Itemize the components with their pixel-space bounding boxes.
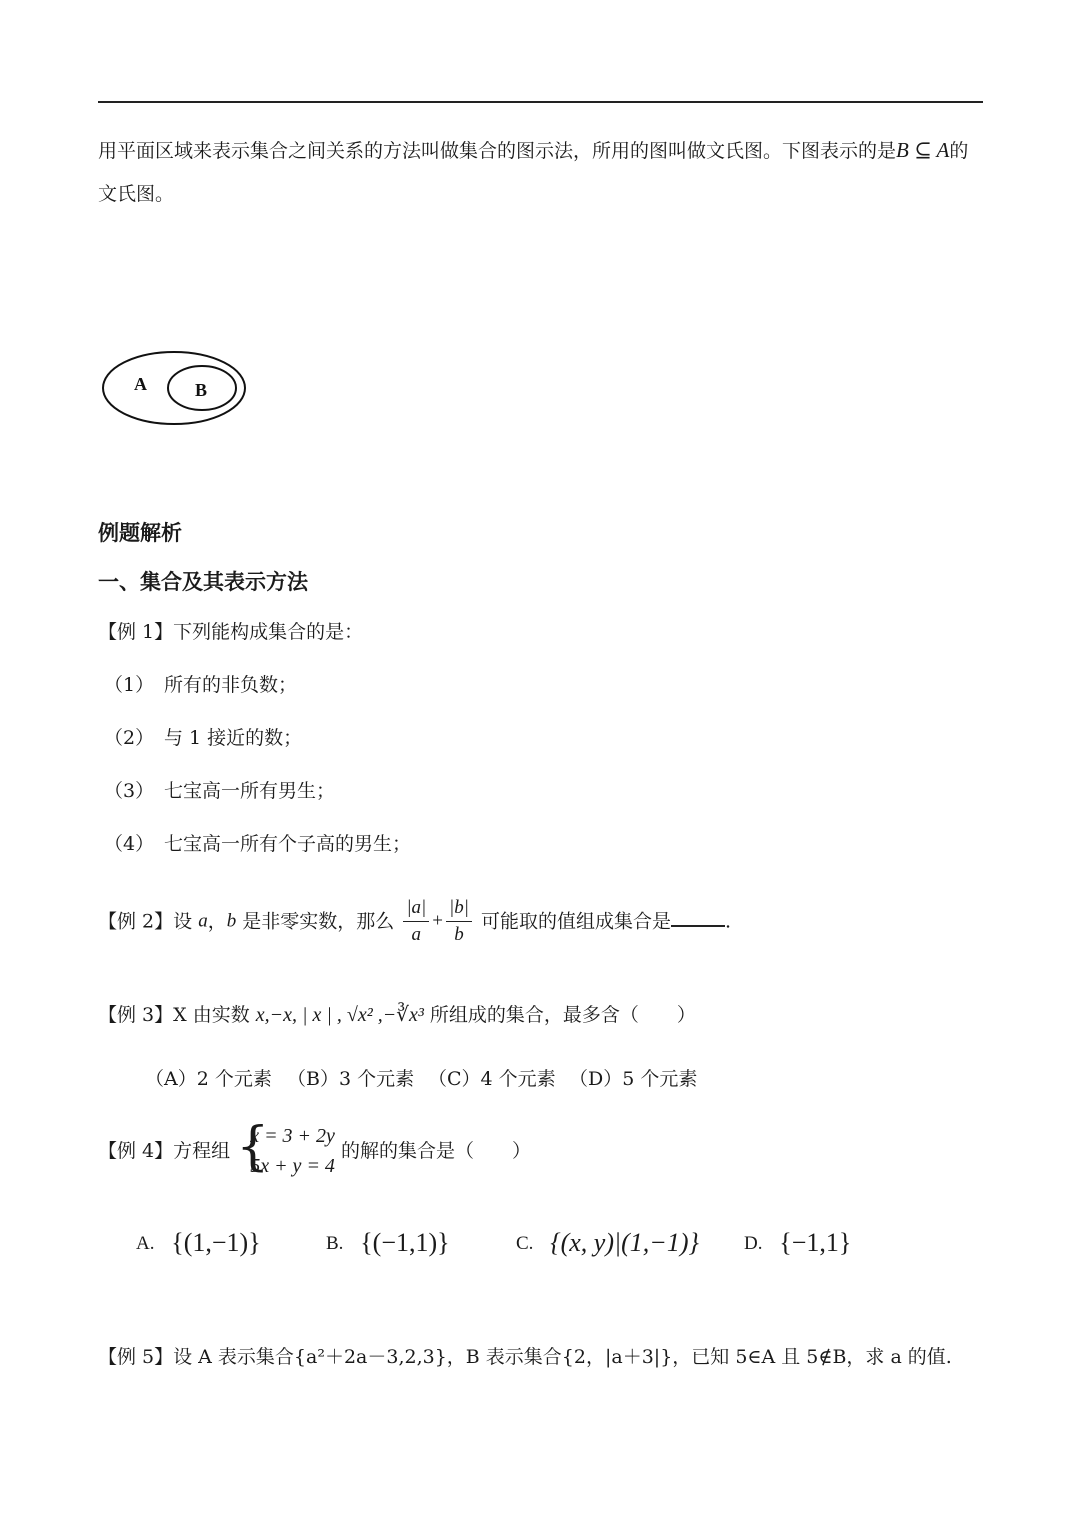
- example-4-option-d: D. {−1,1}: [744, 1228, 852, 1257]
- subset-expression: B ⊆ A: [896, 138, 950, 162]
- example-3-expression: x,−x, | x | , √x² ,−∛x³: [255, 1004, 424, 1026]
- header-rule: [98, 101, 983, 103]
- example-1-item-3: （3） 七宝高一所有男生；: [104, 780, 336, 802]
- section-title: 例题解析: [98, 521, 182, 545]
- example-4-option-a: A. {(1,−1)}: [136, 1228, 261, 1257]
- fraction-abs-a-over-a: $\frac{|a|}{a}$: [403, 895, 429, 948]
- venn-label-b: B: [195, 380, 208, 400]
- example-1-item-2: （2） 与 1 接近的数；: [104, 727, 303, 749]
- example-3-option-a: （A）2 个元素: [145, 1068, 272, 1090]
- example-4-option-c: C. {(x, y)|(1,−1)}: [516, 1228, 699, 1257]
- subsection-title: 一、集合及其表示方法: [98, 570, 308, 594]
- system-brace: {: [236, 1117, 270, 1177]
- equation-system: [236, 1117, 335, 1181]
- answer-blank: [671, 909, 725, 927]
- example-2: 【例 2】设 a，b 是非零实数，那么 $\frac{|a|}{a}$ + $\frac{|b|}{b}$ 可能取的值组成集合是 .: [98, 895, 731, 948]
- example-4-option-b: B. {(−1,1)}: [326, 1228, 450, 1257]
- intro-line-2: 文氏图。: [98, 183, 175, 205]
- example-5: 【例 5】设 A 表示集合{a²＋2a－3,2,3}，B 表示集合{2，|a＋3|}，已知 5∈A 且 5∉B，求 a 的值.: [98, 1346, 952, 1368]
- venn-label-a: A: [134, 374, 147, 394]
- example-1-item-1: （1） 所有的非负数；: [104, 674, 298, 696]
- venn-outer-set: [103, 352, 245, 424]
- equation-2: 5x + y = 4: [250, 1155, 335, 1177]
- example-3-option-d: （D）5 个元素: [569, 1068, 698, 1090]
- example-3-option-b: （B）3 个元素: [287, 1068, 415, 1090]
- equation-1: x = 3 + 2y: [250, 1125, 335, 1147]
- intro-line-1: 用平面区域来表示集合之间关系的方法叫做集合的图示法，所用的图叫做文氏图。下图表示的是B ⊆ A的: [98, 138, 969, 162]
- fraction-abs-b-over-b: $\frac{|b|}{b}$: [446, 895, 472, 948]
- example-3: 【例 3】X 由实数 x,−x, | x | , √x² ,−∛x³ 所组成的集合，最多含（ ）: [98, 1004, 696, 1026]
- example-3-option-c: （C）4 个元素: [428, 1068, 556, 1090]
- example-4: 【例 4】方程组 { x = 3 + 2y 5x + y = 4 的解的集合是（ ）: [98, 1121, 531, 1181]
- example-1-item-4: （4） 七宝高一所有个子高的男生；: [104, 833, 412, 855]
- venn-diagram: [98, 348, 254, 430]
- example-1-label: 【例 1】下列能构成集合的是：: [98, 621, 364, 643]
